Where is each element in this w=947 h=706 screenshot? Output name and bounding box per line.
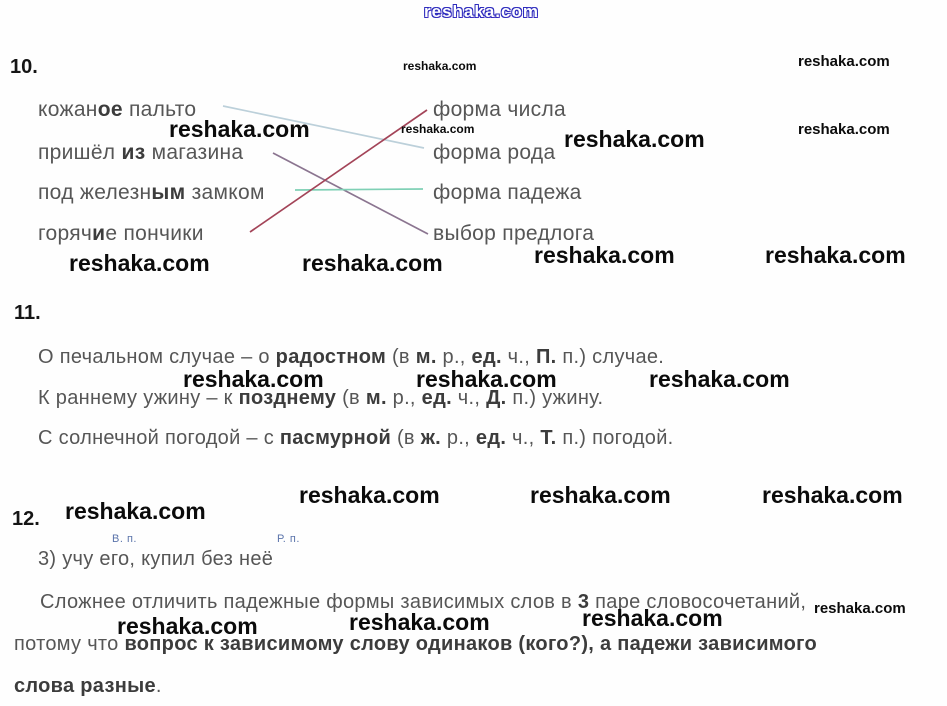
watermark: reshaka.com bbox=[117, 613, 258, 639]
match-right-item: выбор предлога bbox=[433, 222, 595, 245]
watermark: reshaka.com bbox=[762, 482, 903, 508]
watermark: reshaka.com bbox=[814, 600, 906, 617]
watermark: reshaka.com bbox=[798, 121, 890, 138]
exercise-11-number: 11. bbox=[14, 302, 41, 324]
watermark: reshaka.com bbox=[534, 242, 675, 268]
paragraph-line: Сложнее отличить падежные формы зависимых слов в 3 паре словосочетаний, bbox=[40, 591, 807, 613]
watermark: reshaka.com bbox=[302, 250, 443, 276]
watermark: reshaka.com bbox=[530, 482, 671, 508]
match-left-item: кожаное пальто bbox=[38, 98, 197, 121]
watermark: reshaka.com bbox=[169, 116, 310, 142]
watermark: reshaka.com bbox=[183, 366, 324, 392]
watermark: reshaka.com bbox=[564, 126, 705, 152]
watermark: reshaka.com bbox=[69, 250, 210, 276]
answer-line: С солнечной погодой – с пасмурной (в ж. р., ед. ч., Т. п.) погодой. bbox=[38, 427, 674, 449]
case-label-genitive: Р. п. bbox=[277, 533, 300, 545]
watermark: reshaka.com bbox=[403, 59, 477, 73]
case-label-accusative: В. п. bbox=[112, 533, 137, 545]
watermark: reshaka.com bbox=[416, 366, 557, 392]
exercise-10-number: 10. bbox=[10, 56, 38, 78]
site-logo-watermark: reshaka.com bbox=[424, 2, 539, 21]
watermark: reshaka.com bbox=[65, 498, 206, 524]
watermark: reshaka.com bbox=[649, 366, 790, 392]
match-left-item: под железным замком bbox=[38, 181, 265, 204]
match-right-item: форма числа bbox=[433, 98, 566, 121]
watermark: reshaka.com bbox=[299, 482, 440, 508]
watermark: reshaka.com bbox=[349, 609, 490, 635]
watermark: reshaka.com bbox=[582, 605, 723, 631]
match-left-item: пришёл из магазина bbox=[38, 141, 244, 164]
match-right-item: форма рода bbox=[433, 141, 556, 164]
answer-line: О печальном случае – о радостном (в м. р., ед. ч., П. п.) случае. bbox=[38, 346, 665, 368]
answer-line: 3) учу его, купил без неё bbox=[38, 548, 274, 570]
paragraph-line: слова разные. bbox=[14, 675, 162, 697]
match-left-item: горячие пончики bbox=[38, 222, 204, 245]
answer-line: К раннему ужину – к позднему (в м. р., ед. ч., Д. п.) ужину. bbox=[38, 387, 604, 409]
paragraph-line: потому что вопрос к зависимому слову одинаков (кого?), а падежи зависимого bbox=[14, 633, 818, 655]
exercise-12-number: 12. bbox=[12, 508, 40, 530]
match-right-item: форма падежа bbox=[433, 181, 582, 204]
watermark: reshaka.com bbox=[765, 242, 906, 268]
watermark: reshaka.com bbox=[798, 53, 890, 70]
watermark: reshaka.com bbox=[401, 122, 475, 136]
